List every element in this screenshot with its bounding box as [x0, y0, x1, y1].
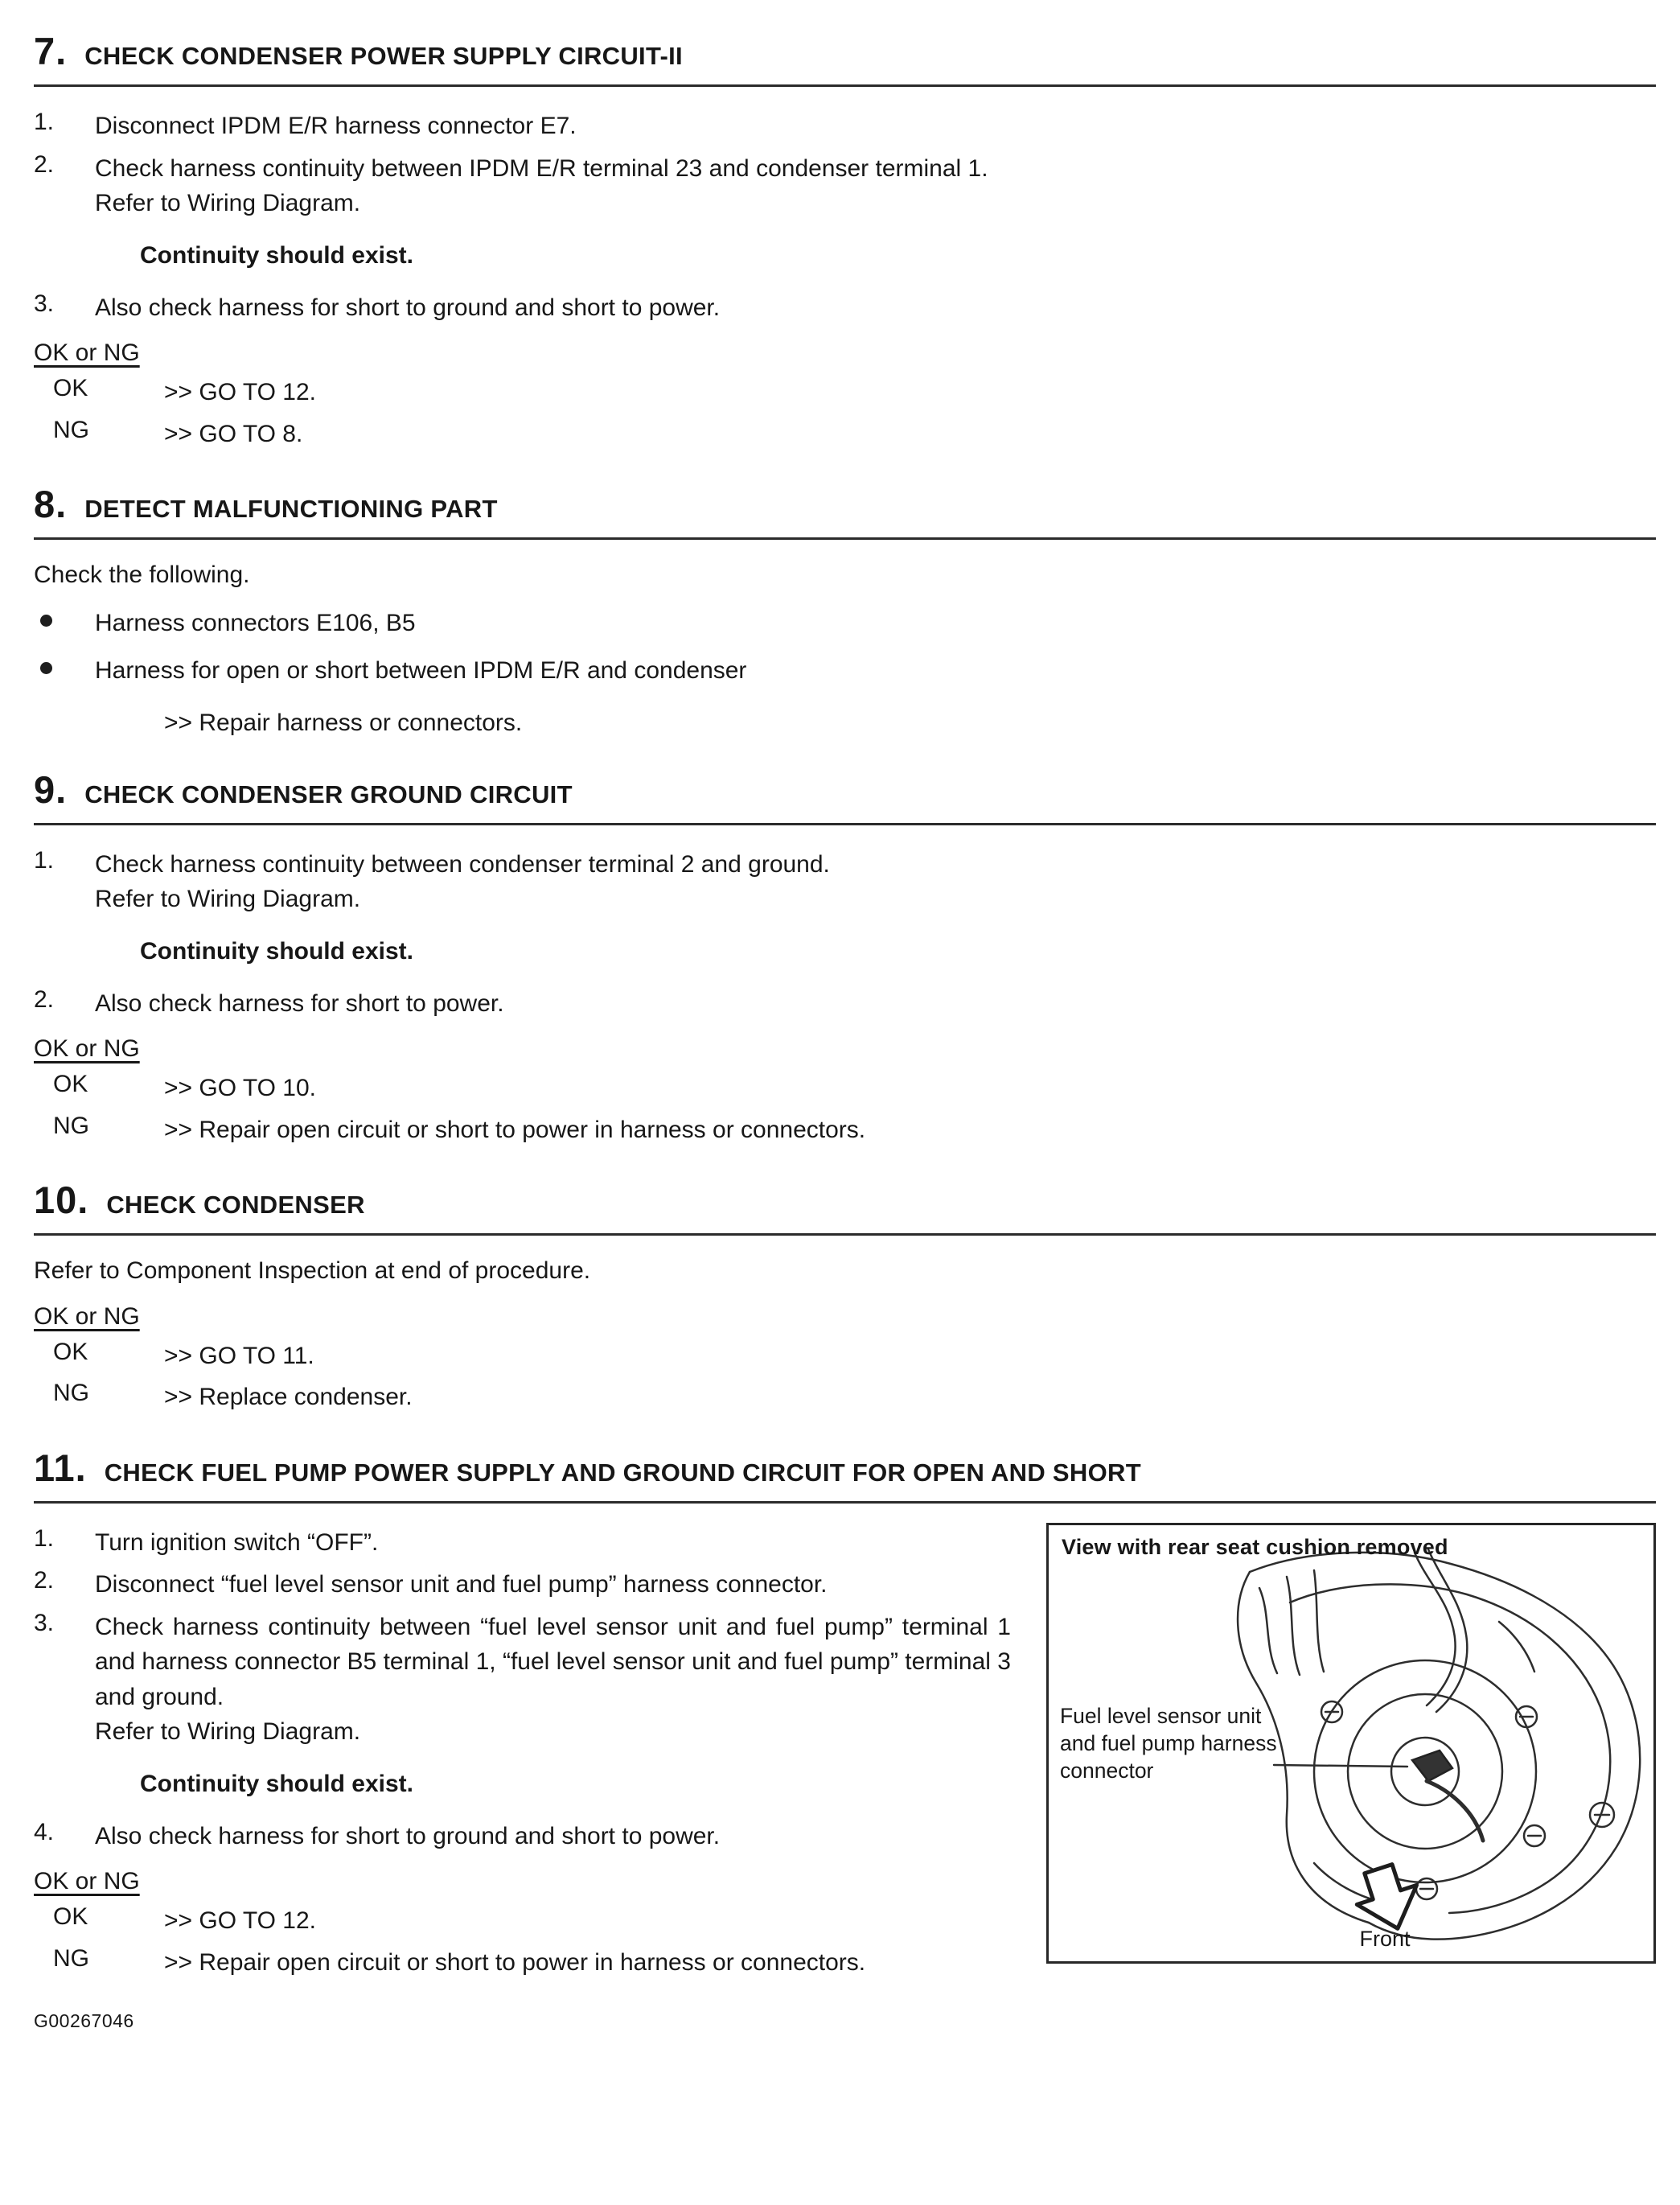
section-7 [34, 29, 1656, 451]
step-text: Also check harness for short to ground and short to power. [95, 294, 721, 321]
step-number: 2. [34, 150, 55, 178]
section-8-header [34, 482, 1656, 540]
result-row [34, 1113, 1656, 1148]
step-row [34, 1525, 1017, 1561]
bullet-item [34, 606, 1656, 641]
step-row [34, 1610, 1017, 1750]
step-text-line1: Check harness continuity between IPDM E/R terminal 23 and condenser terminal 1. [95, 154, 988, 182]
step-number: 2. [34, 985, 55, 1013]
section-7-body [34, 87, 1656, 451]
section-10-header [34, 1178, 1656, 1236]
bullet-item [34, 653, 1656, 689]
result-label: NG [53, 1112, 89, 1139]
result-label: NG [53, 1380, 89, 1406]
section-number: 10. [34, 1179, 89, 1221]
result-row [34, 1071, 1656, 1106]
section-10-body [34, 1236, 1656, 1415]
step-row [34, 109, 1656, 144]
result-action: >> Repair open circuit or short to power in harness or connectors. [164, 1948, 866, 1976]
ok-ng-heading: OK or NG [34, 1302, 140, 1330]
result-row [34, 1903, 1017, 1939]
section-number: 11. [34, 1446, 87, 1489]
result-action: >> Repair open circuit or short to power in harness or connectors. [164, 1116, 866, 1143]
section-title: CHECK FUEL PUMP POWER SUPPLY AND GROUND CIRCUIT FOR OPEN AND SHORT [104, 1458, 1141, 1487]
bullet-text: Harness for open or short between IPDM E/R and condenser [95, 657, 747, 684]
continuity-note: Continuity should exist. [140, 241, 414, 269]
step-text: Disconnect IPDM E/R harness connector E7. [95, 113, 577, 139]
ok-ng-heading: OK or NG [34, 1868, 140, 1894]
section-11-body [34, 1504, 1656, 1987]
section-9-body [34, 825, 1656, 1148]
figure-code: G00267046 [34, 2010, 134, 2031]
result-label: NG [53, 416, 89, 443]
result-row [34, 1380, 1656, 1415]
result-action: >> GO TO 10. [164, 1075, 316, 1101]
step-row [34, 986, 1656, 1022]
result-action: >> Replace condenser. [164, 1384, 413, 1410]
result-row [34, 1945, 1017, 1981]
step-text: Disconnect “fuel level sensor unit and fuel pump” harness connector. [95, 1571, 828, 1598]
section-9-header [34, 767, 1656, 825]
result-label: OK [53, 1071, 88, 1097]
step-text: Turn ignition switch “OFF”. [95, 1528, 379, 1556]
step-row [34, 151, 1656, 221]
result-action: >> GO TO 11. [164, 1342, 314, 1369]
section-number: 9. [34, 767, 68, 811]
step-number: 1. [34, 1524, 55, 1552]
intro-text: Check the following. [34, 562, 250, 588]
step-row [34, 1567, 1017, 1602]
repair-action: >> Repair harness or connectors. [164, 709, 523, 736]
section-title: CHECK CONDENSER [106, 1191, 365, 1219]
step-text-line1: Check harness continuity between “fuel level sensor unit and fuel pump” terminal 1 and harness connector B5 terminal 1, “fuel level sensor unit and fuel pump” terminal 3 and ground. [95, 1613, 1011, 1710]
result-label: OK [53, 1338, 88, 1365]
step-row [34, 847, 1656, 917]
figure-label: Fuel level sensor unit and fuel pump harness connector [1060, 1703, 1277, 1783]
result-action: >> GO TO 12. [164, 1907, 316, 1934]
step-text-line2: Refer to Wiring Diagram. [95, 1718, 361, 1745]
step-text [95, 151, 1656, 221]
step-text-line2: Refer to Wiring Diagram. [95, 886, 361, 912]
continuity-note: Continuity should exist. [140, 1770, 414, 1797]
section-title: CHECK CONDENSER POWER SUPPLY CIRCUIT-II [84, 42, 683, 70]
step-number: 1. [34, 846, 55, 874]
step-row [34, 290, 1656, 326]
ok-ng-heading: OK or NG [34, 339, 140, 366]
step-number: 3. [34, 290, 55, 317]
result-label: NG [53, 1944, 89, 1972]
result-action: >> GO TO 8. [164, 420, 303, 447]
ok-ng-heading: OK or NG [34, 1035, 140, 1062]
step-text [95, 1610, 1017, 1750]
bullet-text: Harness connectors E106, B5 [95, 609, 416, 636]
section-10 [34, 1178, 1656, 1415]
front-label: Front [1359, 1926, 1411, 1951]
step-text: Also check harness for short to power. [95, 989, 504, 1017]
step-row [34, 1819, 1017, 1854]
bullet-icon [40, 662, 52, 674]
section-number: 8. [34, 483, 68, 525]
figure-title: View with rear seat cushion removed [1062, 1534, 1448, 1559]
result-label: OK [53, 1903, 88, 1930]
result-label: OK [53, 375, 88, 401]
intro-text: Refer to Component Inspection at end of procedure. [34, 1257, 591, 1284]
step-number: 4. [34, 1818, 55, 1845]
section-8 [34, 482, 1656, 737]
step-text-line2: Refer to Wiring Diagram. [95, 190, 361, 216]
step-number: 2. [34, 1567, 55, 1594]
section-9 [34, 767, 1656, 1148]
step-number: 3. [34, 1609, 55, 1636]
result-row [34, 417, 1656, 452]
section-11-header [34, 1446, 1656, 1504]
section-title: CHECK CONDENSER GROUND CIRCUIT [84, 780, 573, 808]
figure-box [1046, 1523, 1656, 1964]
bullet-icon [40, 615, 52, 627]
result-row [34, 1339, 1656, 1374]
step-number: 1. [34, 109, 55, 135]
result-row [34, 375, 1656, 410]
section-8-body [34, 540, 1656, 737]
result-action: >> GO TO 12. [164, 379, 316, 405]
section-7-header [34, 29, 1656, 87]
step-text: Also check harness for short to ground and short to power. [95, 1822, 721, 1849]
step-text-line1: Check harness continuity between condenser terminal 2 and ground. [95, 850, 830, 878]
section-title: DETECT MALFUNCTIONING PART [84, 495, 498, 523]
section-number: 7. [34, 30, 68, 72]
step-text [95, 847, 1656, 917]
continuity-note: Continuity should exist. [140, 937, 414, 965]
section-11 [34, 1446, 1656, 1987]
